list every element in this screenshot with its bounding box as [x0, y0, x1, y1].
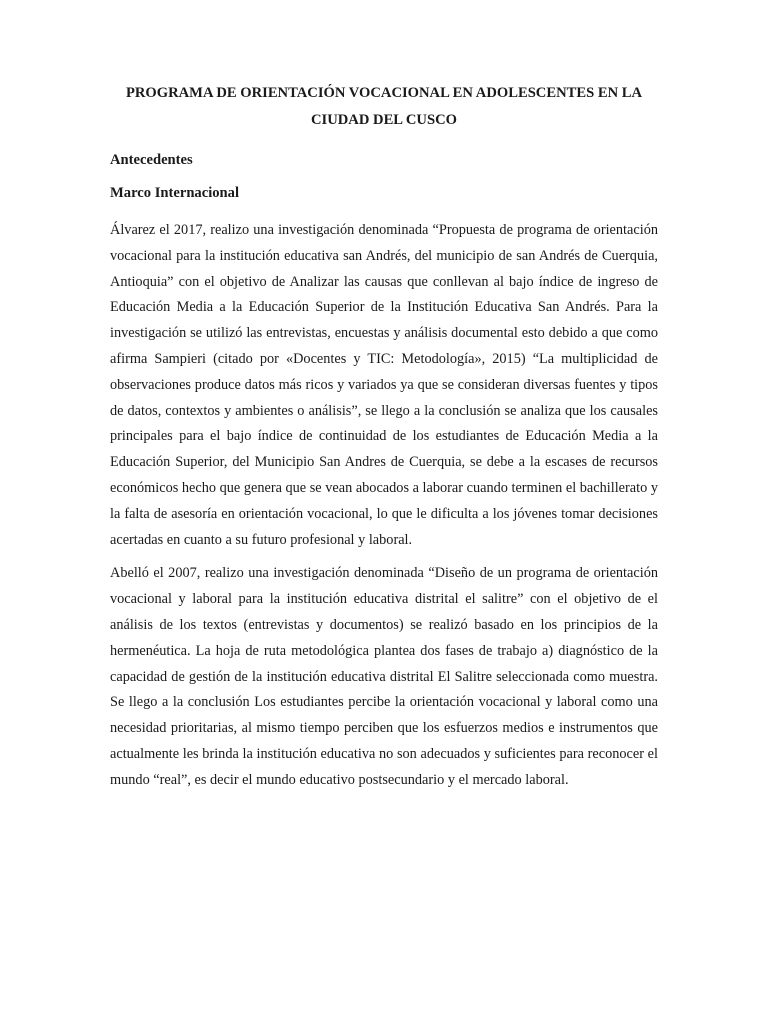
document-title: PROGRAMA DE ORIENTACIÓN VOCACIONAL EN ADOLESCENTES EN LA CIUDAD DEL CUSCO — [125, 85, 643, 128]
paragraph-alvarez: Álvarez el 2017, realizo una investigación denominada “Propuesta de programa de orientación vocacional para la institución educativa san Andrés, del municipio de san Andrés de Cuerquia, Antioquia” con el objetivo de Analizar las causas que conllevan al bajo índice de ingreso de Educación Media a la Educación Superior de la Institución Educativa San Andrés. Para la investigación se utilizó las entrevistas, encuestas y análisis documental esto debido a que como afirma Sampieri (citado por «Docentes y TIC: Metodología», 2015) “La multiplicidad de observaciones produce datos más ricos y variados ya que se consideran diversas fuentes y tipos de datos, contextos y ambientes o análisis”, se llego a la conclusión se analiza que los causales principales para el bajo índice de continuidad de los estudiantes de Educación Media a la Educación Superior, del Municipio San Andres de Cuerquia, se debe a la escases de recursos económicos hecho que genera que se vean abocados a laborar cuando terminen el bachillerato y la falta de asesoría en orientación vocacional, lo que le dificulta a los jóvenes tomar decisiones acertadas en cuanto a su futuro profesional y laboral. — [110, 222, 658, 548]
subsection-heading: Marco Internacional — [110, 185, 240, 201]
document-page — [110, 80, 658, 794]
section-heading: Antecedentes — [110, 152, 193, 168]
paragraph-abello: Abelló el 2007, realizo una investigación denominada “Diseño de un programa de orientación vocacional y laboral para la institución educativa distrital el salitre” con el objetivo de el análisis de los textos (entrevistas y documentos) se realizó basado en los principios de la hermenéutica. La hoja de ruta metodológica plantea dos fases de trabajo a) diagnóstico de la capacidad de gestión de la institución educativa distrital El Salitre seleccionada como muestra. Se llego a la conclusión Los estudiantes percibe la orientación vocacional y laboral como una necesidad prioritarias, al mismo tiempo perciben que los esfuerzos medios e instrumentos que actualmente les brinda la institución educativa no son adecuados y suficientes para reconocer el mundo “real”, es decir el mundo educativo postsecundario y el mercado laboral. — [110, 565, 658, 788]
